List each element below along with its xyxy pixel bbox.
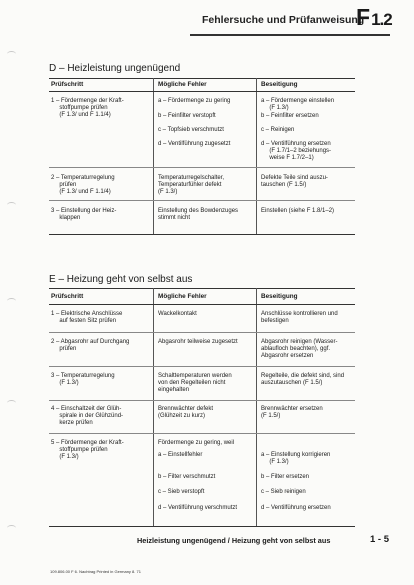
section-e-title: E – Heizung geht von selbst aus — [49, 274, 193, 285]
table-e-row2-fault: Abgasrohr teilweise zugesetzt — [158, 339, 238, 345]
header-rule — [190, 34, 390, 36]
table-e-row5-fault-b: b – Filter verschmutzt — [158, 474, 216, 480]
table-e-row3-fix: Regelteile, die defekt sind, sind auszutauschen (F 1.5/) — [261, 373, 345, 386]
table-d-row1-fault-c: c – Topfsieb verschmutzt — [158, 127, 224, 133]
table-e-row1-fault: Wackelkontakt — [158, 311, 197, 317]
table-e-row4-fix: Brennwächter ersetzen (F 1.5/) — [261, 406, 323, 419]
table-e-row-rule — [49, 332, 355, 333]
table-e-row5-fault-intro: Fördermenge zu gering, weil — [158, 440, 235, 446]
print-line: 109.806.00 F 6. Nachtrag Printed in Germany 8. 71 — [50, 569, 141, 574]
table-e-row5-step: 5 – Fördermenge der Kraft- stoffpumpe prüfen (F 1.3/) — [51, 440, 124, 460]
table-d-row1-step: 1 – Fördermenge der Kraft- stoffpumpe prüfen (F 1.3/ und F 1.1/4) — [51, 98, 124, 118]
table-e-row4-step: 4 – Einschaltzeit der Glüh- spirale in der Glühzünd- kerze prüfen — [51, 406, 124, 426]
table-e-divider — [153, 288, 154, 527]
table-d-row1-fix-c: c – Reinigen — [261, 127, 295, 133]
table-d-row1-fault-a: a – Fördermenge zu gering — [158, 98, 231, 104]
table-d-header-fix: Beseitigung — [261, 81, 298, 88]
table-d-row3-fault: Einstellung des Bowdenzuges stimmt nicht — [158, 208, 239, 221]
table-e-header-rule — [49, 304, 355, 305]
table-e-row5-fix-b: b – Filter ersetzen — [261, 474, 310, 480]
table-d-divider — [153, 78, 154, 235]
table-e-row5-fault-a: a – Einstellfehler — [158, 452, 203, 458]
table-d-row-rule — [49, 167, 355, 168]
table-d-row2-step: 2 – Temperaturregelung prüfen (F 1.3/ und F 1.1/4) — [51, 175, 115, 195]
table-d-row1-fault-b: b – Feinfilter verstopft — [158, 113, 216, 119]
table-e-row2-fix: Abgasrohr reinigen (Wasser- ablaufloch beachten), ggf. Abgasrohr ersetzen — [261, 339, 338, 359]
table-e-row4-fault: Brennwächter defekt (Glühzeit zu kurz) — [158, 406, 214, 419]
table-d-row1-fix-b: b – Feinfilter ersetzen — [261, 113, 319, 119]
table-e-row3-step: 3 – Temperaturregelung (F 1.3/) — [51, 373, 115, 386]
table-e-row2-step: 2 – Abgasrohr auf Durchgang prüfen — [51, 339, 130, 352]
table-d-row1-fix-a: a – Fördermenge einstellen (F 1.3/) — [261, 98, 335, 111]
table-d-row-rule — [49, 200, 355, 201]
binder-hole-mark — [7, 400, 16, 406]
table-e-row5-fault-c: c – Sieb verstopft — [158, 489, 205, 495]
binder-hole-mark — [7, 525, 16, 531]
table-d-top-rule — [49, 78, 355, 79]
table-e-header-step: Prüfschritt — [51, 293, 84, 300]
table-d-row3-step: 3 – Einstellung der Heiz- klappen — [51, 208, 117, 221]
table-d-header-rule — [49, 91, 355, 92]
table-e-row3-fault: Schalttemperaturen werden von den Regelteilen nicht eingehalten — [158, 373, 232, 393]
table-e-row5-fix-a: a – Einstellung korrigieren (F 1.3/) — [261, 452, 331, 465]
table-e-row1-fix: Anschlüsse kontrollieren und befestigen — [261, 311, 338, 324]
section-d-title: D – Heizleistung ungenügend — [49, 63, 181, 74]
table-d-row2-fix: Defekte Teile sind auszu- tauschen (F 1.5/) — [261, 175, 328, 188]
table-e-row1-step: 1 – Elektrische Anschlüsse auf festen Sitz prüfen — [51, 311, 123, 324]
table-e-row-rule — [49, 433, 355, 434]
table-e-header-fix: Beseitigung — [261, 293, 298, 300]
header-section-code — [356, 4, 392, 31]
table-e-row5-fix-c: c – Sieb reinigen — [261, 489, 306, 495]
table-d-header-fault: Mögliche Fehler — [158, 81, 207, 88]
header-title: Fehlersuche und Prüfanweisung — [202, 14, 365, 26]
binder-hole-mark — [7, 298, 16, 304]
binder-hole-mark — [7, 51, 16, 57]
binder-hole-mark — [7, 202, 16, 208]
table-e-bottom-rule — [49, 526, 355, 527]
table-e-row5-fix-d: d – Ventilführung ersetzen — [261, 505, 331, 511]
table-d-row2-fault: Temperaturregelschalter, Temperaturfühler defekt (F 1.3/) — [158, 175, 225, 195]
table-d-row1-fault-d: d – Ventilführung zugesetzt — [158, 141, 231, 147]
table-d-header-step: Prüfschritt — [51, 81, 84, 88]
table-d-row3-fix: Einstellen (siehe F 1.8/1–2) — [261, 208, 335, 214]
table-e-header-fault: Mögliche Fehler — [158, 293, 207, 300]
table-d-bottom-rule — [49, 234, 355, 235]
table-e-row-rule — [49, 366, 355, 367]
page-number: 1 - 5 — [370, 534, 390, 545]
header-code-letter: F — [356, 4, 370, 30]
table-e-row5-fault-d: d – Ventilführung verschmutzt — [158, 505, 238, 511]
table-e-row-rule — [49, 400, 355, 401]
footer-title: Heizleistung ungenügend / Heizung geht von selbst aus — [137, 536, 331, 545]
table-d-row1-fix-d: d – Ventilführung ersetzen (F 1.7/1–2 beziehungs- weise F 1.7/2–1) — [261, 141, 332, 161]
table-d-divider — [256, 78, 257, 235]
header-code-number: 1.2 — [371, 10, 392, 29]
table-e-divider — [256, 288, 257, 527]
table-e-top-rule — [49, 288, 355, 289]
